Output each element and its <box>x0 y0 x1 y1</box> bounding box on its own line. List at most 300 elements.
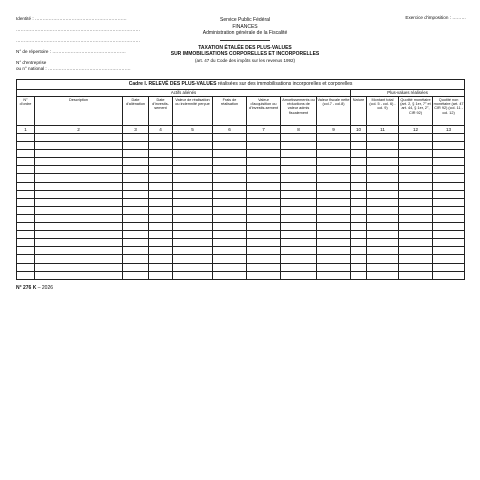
taxpayer-fields <box>16 16 176 77</box>
entry-cell[interactable] <box>351 134 367 142</box>
table-row <box>17 166 465 174</box>
entry-cell[interactable] <box>149 206 173 214</box>
entry-cell[interactable] <box>17 206 35 214</box>
exercise-field[interactable]: Exercice d'imposition : ……… <box>405 15 466 20</box>
entry-cell[interactable] <box>247 190 281 198</box>
column-header: Frais de réalisation <box>213 97 247 126</box>
entry-cell[interactable] <box>351 239 367 247</box>
entry-cell[interactable] <box>351 174 367 182</box>
entry-cell[interactable] <box>433 150 465 158</box>
entry-cell[interactable] <box>123 247 149 255</box>
entry-cell[interactable] <box>247 174 281 182</box>
entry-cell[interactable] <box>123 174 149 182</box>
entry-cell[interactable] <box>399 198 433 206</box>
entry-cell[interactable] <box>17 158 35 166</box>
entry-cell[interactable] <box>351 166 367 174</box>
entry-cell[interactable] <box>149 166 173 174</box>
entry-cell[interactable] <box>433 231 465 239</box>
column-header: Nature <box>351 97 367 126</box>
column-header: Valeur de réalisation ou indemnité perçue <box>173 97 213 126</box>
column-header: Amortissements ou réductions de valeur admis fiscalement <box>281 97 317 126</box>
issuer-line-1: Service Public Fédéral <box>219 17 271 23</box>
entry-cell[interactable] <box>317 223 351 231</box>
entry-cell[interactable] <box>247 214 281 222</box>
entry-cell[interactable] <box>35 263 123 271</box>
entry-cell[interactable] <box>123 223 149 231</box>
entry-cell[interactable] <box>367 166 399 174</box>
table-row <box>17 239 465 247</box>
entry-cell[interactable] <box>17 247 35 255</box>
column-number: 7 <box>247 126 281 134</box>
entry-cell[interactable] <box>35 214 123 222</box>
entry-cell[interactable] <box>367 198 399 206</box>
entry-cell[interactable] <box>149 158 173 166</box>
identity-line-3[interactable]: ……………………………………………………………………… <box>16 38 141 43</box>
entry-cell[interactable] <box>173 214 213 222</box>
entry-cell[interactable] <box>351 206 367 214</box>
entry-cell[interactable] <box>281 150 317 158</box>
entry-cell[interactable] <box>351 142 367 150</box>
entry-cell[interactable] <box>35 158 123 166</box>
entry-cell[interactable] <box>35 142 123 150</box>
form-header <box>0 0 480 78</box>
entry-cell[interactable] <box>123 166 149 174</box>
entry-cell[interactable] <box>367 174 399 182</box>
entry-cell[interactable] <box>367 190 399 198</box>
issuer-block <box>160 17 330 63</box>
entry-cell[interactable] <box>213 190 247 198</box>
column-numbers <box>17 126 465 134</box>
table-row <box>17 223 465 231</box>
entry-cell[interactable] <box>367 158 399 166</box>
entry-cell[interactable] <box>123 255 149 263</box>
entry-cell[interactable] <box>35 206 123 214</box>
column-number: 1 <box>17 126 35 134</box>
entry-cell[interactable] <box>317 247 351 255</box>
entry-cell[interactable] <box>213 142 247 150</box>
entry-cell[interactable] <box>173 150 213 158</box>
entry-cell[interactable] <box>173 255 213 263</box>
entry-cell[interactable] <box>123 239 149 247</box>
entry-cell[interactable] <box>17 134 35 142</box>
column-header: Valeur fiscale nette (col.7 - col.8) <box>317 97 351 126</box>
table-row <box>17 158 465 166</box>
entry-cell[interactable] <box>173 223 213 231</box>
column-number: 12 <box>399 126 433 134</box>
entry-cell[interactable] <box>281 223 317 231</box>
table-row <box>17 190 465 198</box>
entry-cell[interactable] <box>281 255 317 263</box>
entry-cell[interactable] <box>317 190 351 198</box>
data-rows <box>17 134 465 280</box>
entry-cell[interactable] <box>213 271 247 279</box>
entry-cell[interactable] <box>367 231 399 239</box>
entry-cell[interactable] <box>35 255 123 263</box>
entry-cell[interactable] <box>399 271 433 279</box>
entry-cell[interactable] <box>123 158 149 166</box>
entry-cell[interactable] <box>247 223 281 231</box>
entry-cell[interactable] <box>281 190 317 198</box>
entry-cell[interactable] <box>149 223 173 231</box>
column-number: 2 <box>35 126 123 134</box>
column-number: 4 <box>149 126 173 134</box>
entry-cell[interactable] <box>247 239 281 247</box>
entry-cell[interactable] <box>399 174 433 182</box>
entry-cell[interactable] <box>173 134 213 142</box>
entry-cell[interactable] <box>149 239 173 247</box>
entry-cell[interactable] <box>35 247 123 255</box>
entry-cell[interactable] <box>281 198 317 206</box>
entry-cell[interactable] <box>399 150 433 158</box>
plus-values-table <box>16 79 465 280</box>
entry-cell[interactable] <box>367 206 399 214</box>
entry-cell[interactable] <box>173 174 213 182</box>
entry-cell[interactable] <box>367 271 399 279</box>
issuer-line-3: Administration générale de la Fiscalité <box>202 30 288 36</box>
entry-cell[interactable] <box>317 150 351 158</box>
entry-cell[interactable] <box>247 182 281 190</box>
entry-cell[interactable] <box>123 134 149 142</box>
entry-cell[interactable] <box>35 150 123 158</box>
entry-cell[interactable] <box>247 231 281 239</box>
entry-cell[interactable] <box>213 263 247 271</box>
entry-cell[interactable] <box>399 214 433 222</box>
entry-cell[interactable] <box>123 182 149 190</box>
entry-cell[interactable] <box>35 134 123 142</box>
column-number: 3 <box>123 126 149 134</box>
entry-cell[interactable] <box>213 134 247 142</box>
entry-cell[interactable] <box>17 231 35 239</box>
column-header: Date d'aliénation <box>123 97 149 126</box>
entry-cell[interactable] <box>433 271 465 279</box>
entry-cell[interactable] <box>281 214 317 222</box>
entry-cell[interactable] <box>213 223 247 231</box>
entry-cell[interactable] <box>149 231 173 239</box>
table-row <box>17 231 465 239</box>
entry-cell[interactable] <box>367 247 399 255</box>
entry-cell[interactable] <box>281 271 317 279</box>
entry-cell[interactable] <box>149 263 173 271</box>
entry-cell[interactable] <box>213 239 247 247</box>
entry-cell[interactable] <box>367 214 399 222</box>
entreprise-label: N° d'entreprise <box>16 60 47 65</box>
table-row <box>17 247 465 255</box>
repertoire-field[interactable]: N° de répertoire : ………………………………………… <box>16 49 126 54</box>
entry-cell[interactable] <box>173 198 213 206</box>
entry-cell[interactable] <box>173 158 213 166</box>
entry-cell[interactable] <box>281 158 317 166</box>
entry-cell[interactable] <box>213 198 247 206</box>
entry-cell[interactable] <box>213 182 247 190</box>
table-row <box>17 174 465 182</box>
cadre-title: Cadre I. RELEVÉ DES PLUS-VALUES réalisées sur des immobilisations incorporelles et corporelles <box>17 80 465 90</box>
entry-cell[interactable] <box>433 134 465 142</box>
table-row <box>17 142 465 150</box>
entry-cell[interactable] <box>149 271 173 279</box>
entry-cell[interactable] <box>173 231 213 239</box>
entry-cell[interactable] <box>281 263 317 271</box>
entry-cell[interactable] <box>399 158 433 166</box>
entry-cell[interactable] <box>317 182 351 190</box>
entry-cell[interactable] <box>399 142 433 150</box>
entry-cell[interactable] <box>123 190 149 198</box>
entry-cell[interactable] <box>433 263 465 271</box>
entry-cell[interactable] <box>123 214 149 222</box>
entry-cell[interactable] <box>433 142 465 150</box>
form-title-1: TAXATION ÉTALÉE DES PLUS-VALUES <box>198 44 292 51</box>
entry-cell[interactable] <box>123 150 149 158</box>
entry-cell[interactable] <box>149 150 173 158</box>
entry-cell[interactable] <box>35 190 123 198</box>
form-title-2: SUR IMMOBILISATIONS CORPORELLES ET INCORPORELLES <box>170 51 320 57</box>
table-row <box>17 134 465 142</box>
entry-cell[interactable] <box>399 134 433 142</box>
form-subtitle: (art. 47 du Code des impôts sur les revenus 1992) <box>194 57 296 63</box>
entry-cell[interactable] <box>213 255 247 263</box>
entry-cell[interactable] <box>247 255 281 263</box>
entry-cell[interactable] <box>17 239 35 247</box>
entry-cell[interactable] <box>173 142 213 150</box>
entry-cell[interactable] <box>247 271 281 279</box>
entry-cell[interactable] <box>433 206 465 214</box>
entry-cell[interactable] <box>317 142 351 150</box>
entry-cell[interactable] <box>351 223 367 231</box>
entry-cell[interactable] <box>149 214 173 222</box>
column-number: 6 <box>213 126 247 134</box>
entry-cell[interactable] <box>317 198 351 206</box>
entry-cell[interactable] <box>247 206 281 214</box>
entry-cell[interactable] <box>17 198 35 206</box>
entry-cell[interactable] <box>399 190 433 198</box>
entry-cell[interactable] <box>351 231 367 239</box>
entry-cell[interactable] <box>399 239 433 247</box>
entry-cell[interactable] <box>317 134 351 142</box>
entry-cell[interactable] <box>17 223 35 231</box>
entry-cell[interactable] <box>247 198 281 206</box>
table-row <box>17 255 465 263</box>
entry-cell[interactable] <box>281 206 317 214</box>
entreprise-field[interactable]: ou n° national : ……………………………………………… <box>16 66 131 71</box>
entry-cell[interactable] <box>351 158 367 166</box>
entry-cell[interactable] <box>35 223 123 231</box>
entry-cell[interactable] <box>17 271 35 279</box>
cadre-table-container <box>16 79 464 280</box>
entry-cell[interactable] <box>281 239 317 247</box>
entry-cell[interactable] <box>351 190 367 198</box>
entry-cell[interactable] <box>399 206 433 214</box>
entry-cell[interactable] <box>35 271 123 279</box>
entry-cell[interactable] <box>17 263 35 271</box>
entry-cell[interactable] <box>367 255 399 263</box>
entry-cell[interactable] <box>399 182 433 190</box>
entry-cell[interactable] <box>149 190 173 198</box>
form-code: N° 276 K – 2026 <box>16 285 54 291</box>
entry-cell[interactable] <box>17 142 35 150</box>
entry-cell[interactable] <box>173 263 213 271</box>
entry-cell[interactable] <box>123 231 149 239</box>
entry-cell[interactable] <box>367 182 399 190</box>
entry-cell[interactable] <box>149 142 173 150</box>
entry-cell[interactable] <box>17 255 35 263</box>
entry-cell[interactable] <box>317 206 351 214</box>
entry-cell[interactable] <box>433 247 465 255</box>
entry-cell[interactable] <box>367 142 399 150</box>
entry-cell[interactable] <box>247 142 281 150</box>
entry-cell[interactable] <box>433 182 465 190</box>
entry-cell[interactable] <box>17 150 35 158</box>
entry-cell[interactable] <box>213 214 247 222</box>
entry-cell[interactable] <box>281 166 317 174</box>
entry-cell[interactable] <box>281 134 317 142</box>
entry-cell[interactable] <box>247 150 281 158</box>
entry-cell[interactable] <box>123 206 149 214</box>
entry-cell[interactable] <box>123 263 149 271</box>
entry-cell[interactable] <box>399 263 433 271</box>
entry-cell[interactable] <box>35 174 123 182</box>
column-headers <box>17 97 465 126</box>
entry-cell[interactable] <box>149 198 173 206</box>
entry-cell[interactable] <box>281 231 317 239</box>
table-row <box>17 182 465 190</box>
entry-cell[interactable] <box>351 150 367 158</box>
entry-cell[interactable] <box>35 198 123 206</box>
entry-cell[interactable] <box>149 255 173 263</box>
entry-cell[interactable] <box>351 182 367 190</box>
entry-cell[interactable] <box>351 198 367 206</box>
entry-cell[interactable] <box>399 231 433 239</box>
entry-cell[interactable] <box>123 198 149 206</box>
entry-cell[interactable] <box>17 166 35 174</box>
entry-cell[interactable] <box>35 231 123 239</box>
entry-cell[interactable] <box>247 134 281 142</box>
entry-cell[interactable] <box>123 271 149 279</box>
entry-cell[interactable] <box>213 206 247 214</box>
entry-cell[interactable] <box>35 182 123 190</box>
entry-cell[interactable] <box>247 158 281 166</box>
entry-cell[interactable] <box>17 190 35 198</box>
entry-cell[interactable] <box>351 271 367 279</box>
entry-cell[interactable] <box>433 255 465 263</box>
column-header: Montant total (col. 5 - col. 6) - col. 9) <box>367 97 399 126</box>
column-header: Quotité non monétaire (art. 47 CIR 92) (col. 11 - col. 12) <box>433 97 465 126</box>
entry-cell[interactable] <box>433 214 465 222</box>
entry-cell[interactable] <box>433 166 465 174</box>
entry-cell[interactable] <box>247 247 281 255</box>
column-header: Date d'investis-sement <box>149 97 173 126</box>
entry-cell[interactable] <box>317 174 351 182</box>
entry-cell[interactable] <box>351 214 367 222</box>
entry-cell[interactable] <box>173 247 213 255</box>
entry-cell[interactable] <box>317 231 351 239</box>
entry-cell[interactable] <box>433 223 465 231</box>
issuer-line-2: FINANCES <box>232 23 258 30</box>
table-row <box>17 150 465 158</box>
entry-cell[interactable] <box>149 174 173 182</box>
table-row <box>17 206 465 214</box>
entry-cell[interactable] <box>351 255 367 263</box>
entry-cell[interactable] <box>149 182 173 190</box>
entry-cell[interactable] <box>173 271 213 279</box>
column-header: Valeur d'acquisition ou d'investis-sement <box>247 97 281 126</box>
entry-cell[interactable] <box>213 174 247 182</box>
entry-cell[interactable] <box>173 206 213 214</box>
entry-cell[interactable] <box>35 239 123 247</box>
entry-cell[interactable] <box>317 239 351 247</box>
entry-cell[interactable] <box>17 182 35 190</box>
entry-cell[interactable] <box>149 247 173 255</box>
entry-cell[interactable] <box>213 150 247 158</box>
entry-cell[interactable] <box>317 158 351 166</box>
entry-cell[interactable] <box>317 263 351 271</box>
entry-cell[interactable] <box>367 223 399 231</box>
entry-cell[interactable] <box>17 214 35 222</box>
entry-cell[interactable] <box>367 263 399 271</box>
entry-cell[interactable] <box>247 263 281 271</box>
entry-cell[interactable] <box>213 231 247 239</box>
column-header: Description <box>35 97 123 126</box>
entry-cell[interactable] <box>123 142 149 150</box>
table-row <box>17 263 465 271</box>
entry-cell[interactable] <box>367 134 399 142</box>
entry-cell[interactable] <box>213 158 247 166</box>
entry-cell[interactable] <box>433 190 465 198</box>
entry-cell[interactable] <box>399 166 433 174</box>
entry-cell[interactable] <box>399 255 433 263</box>
entry-cell[interactable] <box>399 247 433 255</box>
entry-cell[interactable] <box>281 182 317 190</box>
table-row <box>17 271 465 279</box>
column-header: Quotité monétaire (art. 2, § 1er, 7° et art. 44, § 1er, 2°, CIR 92) <box>399 97 433 126</box>
entry-cell[interactable] <box>351 247 367 255</box>
divider <box>220 40 270 41</box>
entry-cell[interactable] <box>173 182 213 190</box>
entry-cell[interactable] <box>173 190 213 198</box>
entry-cell[interactable] <box>213 247 247 255</box>
entry-cell[interactable] <box>149 134 173 142</box>
entry-cell[interactable] <box>317 271 351 279</box>
entry-cell[interactable] <box>351 263 367 271</box>
column-number: 8 <box>281 126 317 134</box>
identity-field[interactable]: Identité : …………………………………………………… <box>16 16 127 21</box>
entry-cell[interactable] <box>281 174 317 182</box>
column-header: N° d'ordre <box>17 97 35 126</box>
entry-cell[interactable] <box>317 214 351 222</box>
entry-cell[interactable] <box>317 166 351 174</box>
entry-cell[interactable] <box>281 247 317 255</box>
entry-cell[interactable] <box>247 166 281 174</box>
entry-cell[interactable] <box>433 198 465 206</box>
column-number: 13 <box>433 126 465 134</box>
entry-cell[interactable] <box>317 255 351 263</box>
entry-cell[interactable] <box>367 150 399 158</box>
entry-cell[interactable] <box>433 174 465 182</box>
column-number: 9 <box>317 126 351 134</box>
entry-cell[interactable] <box>399 223 433 231</box>
entry-cell[interactable] <box>173 166 213 174</box>
identity-line-2[interactable]: ……………………………………………………………………… <box>16 27 141 32</box>
entry-cell[interactable] <box>433 158 465 166</box>
column-number: 10 <box>351 126 367 134</box>
entry-cell[interactable] <box>281 142 317 150</box>
entry-cell[interactable] <box>367 239 399 247</box>
table-row <box>17 198 465 206</box>
table-row <box>17 214 465 222</box>
entry-cell[interactable] <box>213 166 247 174</box>
entry-cell[interactable] <box>35 166 123 174</box>
entry-cell[interactable] <box>173 239 213 247</box>
entry-cell[interactable] <box>433 239 465 247</box>
entry-cell[interactable] <box>17 174 35 182</box>
